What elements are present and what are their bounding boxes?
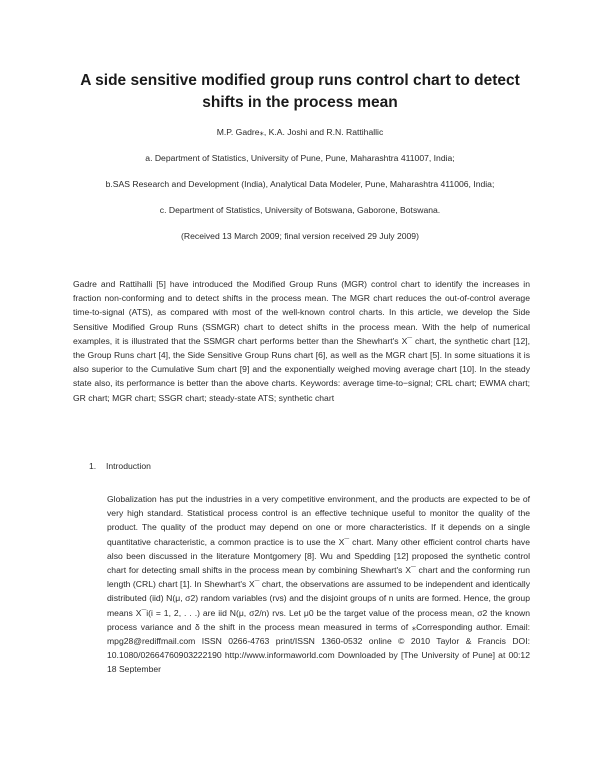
section-heading [89,461,151,472]
abstract: Gadre and Rattihalli [5] have introduced the Modified Group Runs (MGR) control chart to identify the increases in fraction non-conforming and to detect shifts in the process mean. The MGR chart reduces the out-of-control average time-to-signal (ATS), as compared with most of the well-known control charts. In this article, we develop the Side Sensitive Modified Group Runs (SSMGR) chart to detect shifts in the process mean. With the help of numerical examples, it is illustrated that the SSMGR chart performs better than the Shewhart's X¯ chart, the synthetic chart [12], the Group Runs chart [4], the Side Sensitive Group Runs chart [6], as well as the MGR chart [5]. In some situations it is also superior to the Cumulative Sum chart [9] and the exponentially weighed moving average chart [10]. In the steady state also, its performance is better than the above charts. Keywords: average time-to−signal; CRL chart; EWMA chart; GR chart; MGR chart; SSGR chart; steady-state ATS; synthetic chart [73,279,530,403]
paper-title: A side sensitive modified group runs control chart to detect shifts in the process mean [80,72,520,111]
body-text: Globalization has put the industries in a very competitive environment, and the products are expected to be of very high standard. Statistical process control is an effective technique useful to monitor the quality of the product. The quality of the product may depend on one or more characteristics. If it depends on a single quantitative characteristic, a common practice is to use the X¯ chart. Many other efficient control charts have also been discussed in the literature Montgomery [8]. Wu and Spedding [12] proposed the synthetic control chart for detecting small shifts in the process mean by combining Shewhart's X¯ chart and the conforming run length (CRL) chart [1]. In Shewhart's X¯ chart, the observations are assumed to be independent and identically distributed (iid) N(μ, σ2) random variables (rvs) and the disjoint groups of n units are formed. Hence, the group means X¯i(i = 1, 2, . . .) are iid N(μ, σ2/n) rvs. Let μ0 be the target value of the process mean, σ2 the known process variance and δ the shift in the process mean measured in terms of ⁎Corresponding author. Email: mpg28@rediffmail.com ISSN 0266-4763 print/ISSN 1360-0532 online © 2010 Taylor & Francis DOI: 10.1080/02664760903222190 http://www.informaworld.com Downloaded by [The University of Pune] at 00:12 18 September [107,494,530,675]
received-dates: (Received 13 March 2009; final version received 29 July 2009) [181,231,419,241]
affiliation-a: a. Department of Statistics, University of Pune, Pune, Maharashtra 411007, India; [145,153,455,163]
section-title: Introduction [106,461,151,471]
section-number: 1. [89,461,97,471]
affiliation-b: b.SAS Research and Development (India), Analytical Data Modeler, Pune, Maharashtra 411006, India; [105,179,495,189]
affiliation-c: c. Department of Statistics, University of Botswana, Gaborone, Botswana. [159,205,441,215]
authors: M.P. Gadre⁎, K.A. Joshi and R.N. Rattihallic [216,127,384,137]
